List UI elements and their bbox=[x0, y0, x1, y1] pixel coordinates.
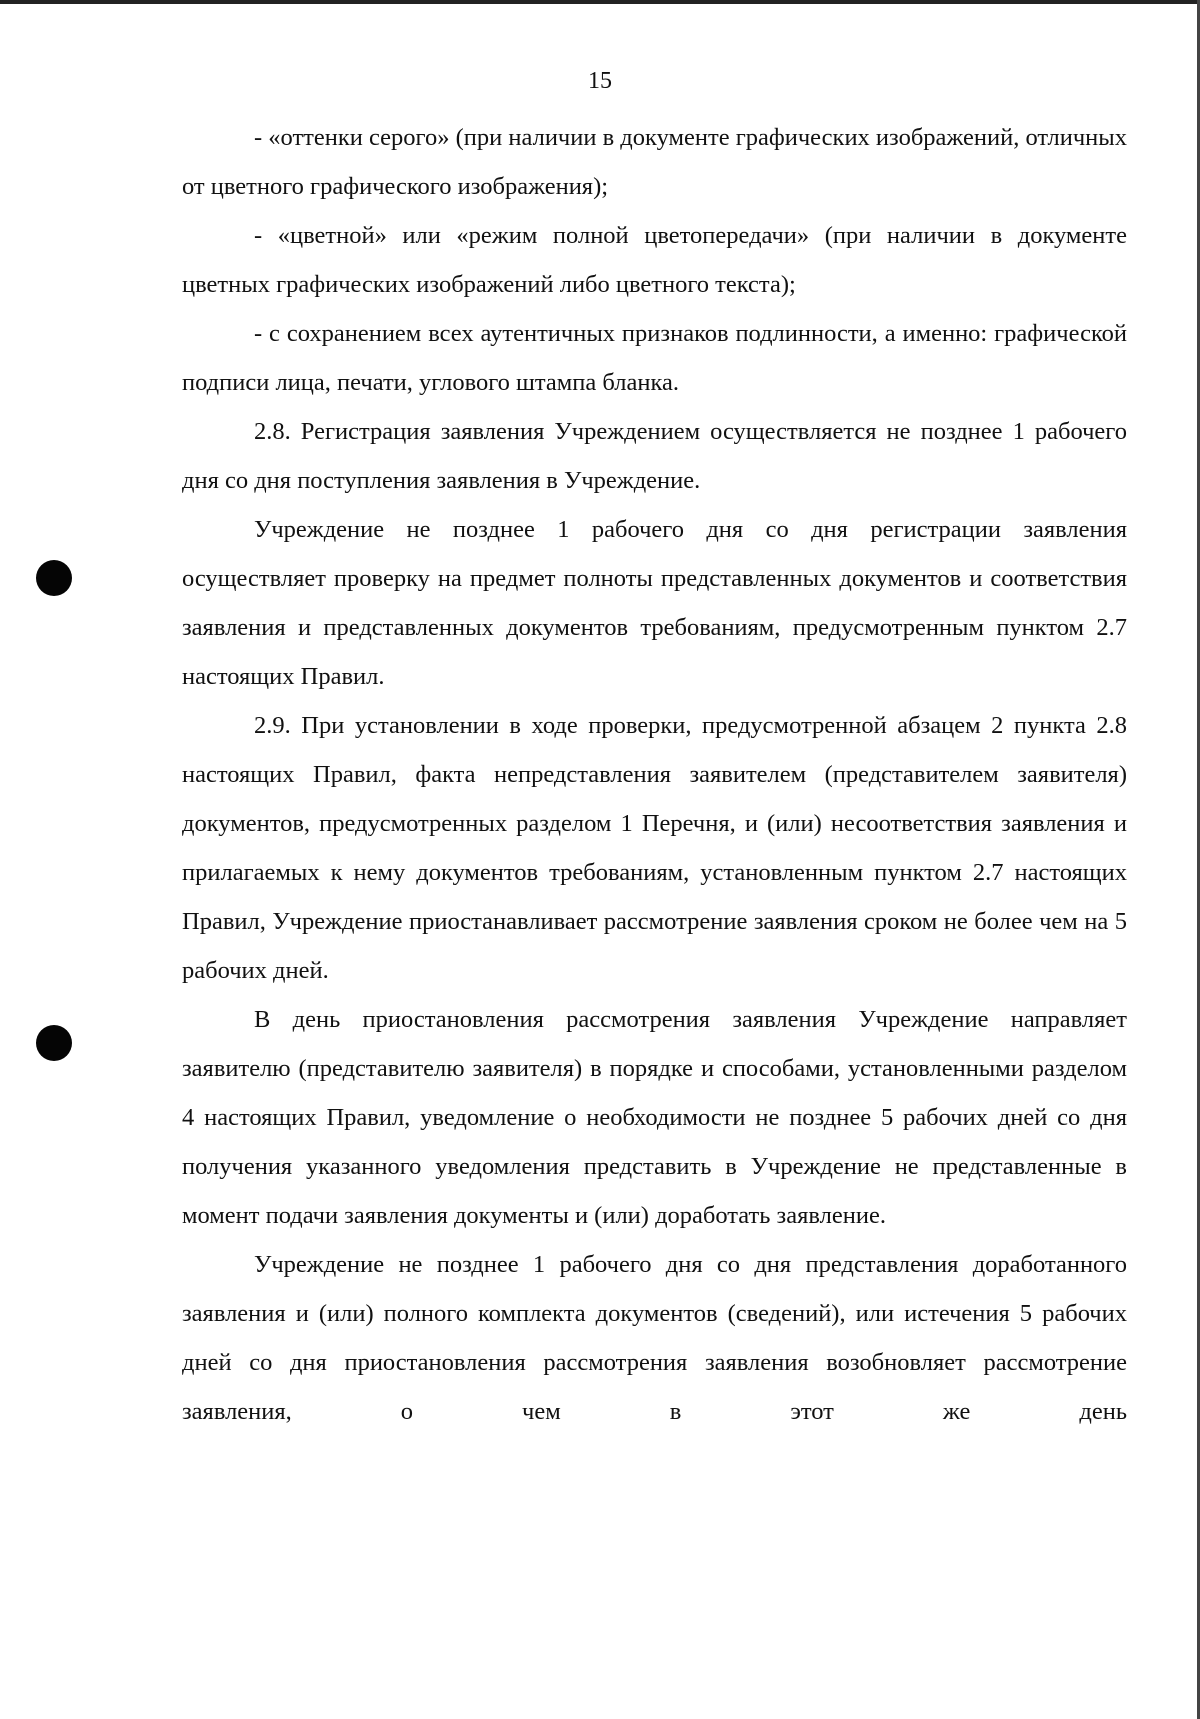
document-body bbox=[182, 113, 1127, 1436]
paragraph: - с сохранением всех аутентичных признаков подлинности, а именно: графической подписи лица, печати, углового штампа бланка. bbox=[182, 320, 1127, 396]
paragraph: - «цветной» или «режим полной цветопередачи» (при наличии в документе цветных графических изображений либо цветного текста); bbox=[182, 222, 1127, 298]
paragraph: Учреждение не позднее 1 рабочего дня со дня представления доработанного заявления и (или) полного комплекта документов (сведений), или истечения 5 рабочих дней со дня приостановления рассмотрения заявления возобновляет рассмотрение заявления, о чем в этот же день bbox=[182, 1251, 1127, 1425]
scan-top-edge bbox=[0, 0, 1200, 4]
paragraph: - «оттенки серого» (при наличии в документе графических изображений, отличных от цветного графического изображения); bbox=[182, 124, 1127, 200]
page-number: 15 bbox=[588, 68, 612, 94]
punch-hole bbox=[36, 1025, 72, 1061]
paragraph: Учреждение не позднее 1 рабочего дня со дня регистрации заявления осуществляет проверку на предмет полноты представленных документов и соответствия заявления и представленных документов требованиям, предусмотренным пунктом 2.7 настоящих Правил. bbox=[182, 516, 1127, 690]
paragraph: 2.9. При установлении в ходе проверки, предусмотренной абзацем 2 пункта 2.8 настоящих Правил, факта непредставления заявителем (представителем заявителя) документов, предусмотренных разделом 1 Перечня, и (или) несоответствия заявления и прилагаемых к нему документов требованиям, установленным пунктом 2.7 настоящих Правил, Учреждение приостанавливает рассмотрение заявления сроком не более чем на 5 рабочих дней. bbox=[182, 712, 1127, 984]
paragraph: В день приостановления рассмотрения заявления Учреждение направляет заявителю (представителю заявителя) в порядке и способами, установленными разделом 4 настоящих Правил, уведомление о необходимости не позднее 5 рабочих дней со дня получения указанного уведомления представить в Учреждение не представленные в момент подачи заявления документы и (или) доработать заявление. bbox=[182, 1006, 1127, 1229]
punch-hole bbox=[36, 560, 72, 596]
paragraph: 2.8. Регистрация заявления Учреждением осуществляется не позднее 1 рабочего дня со дня поступления заявления в Учреждение. bbox=[182, 418, 1127, 494]
